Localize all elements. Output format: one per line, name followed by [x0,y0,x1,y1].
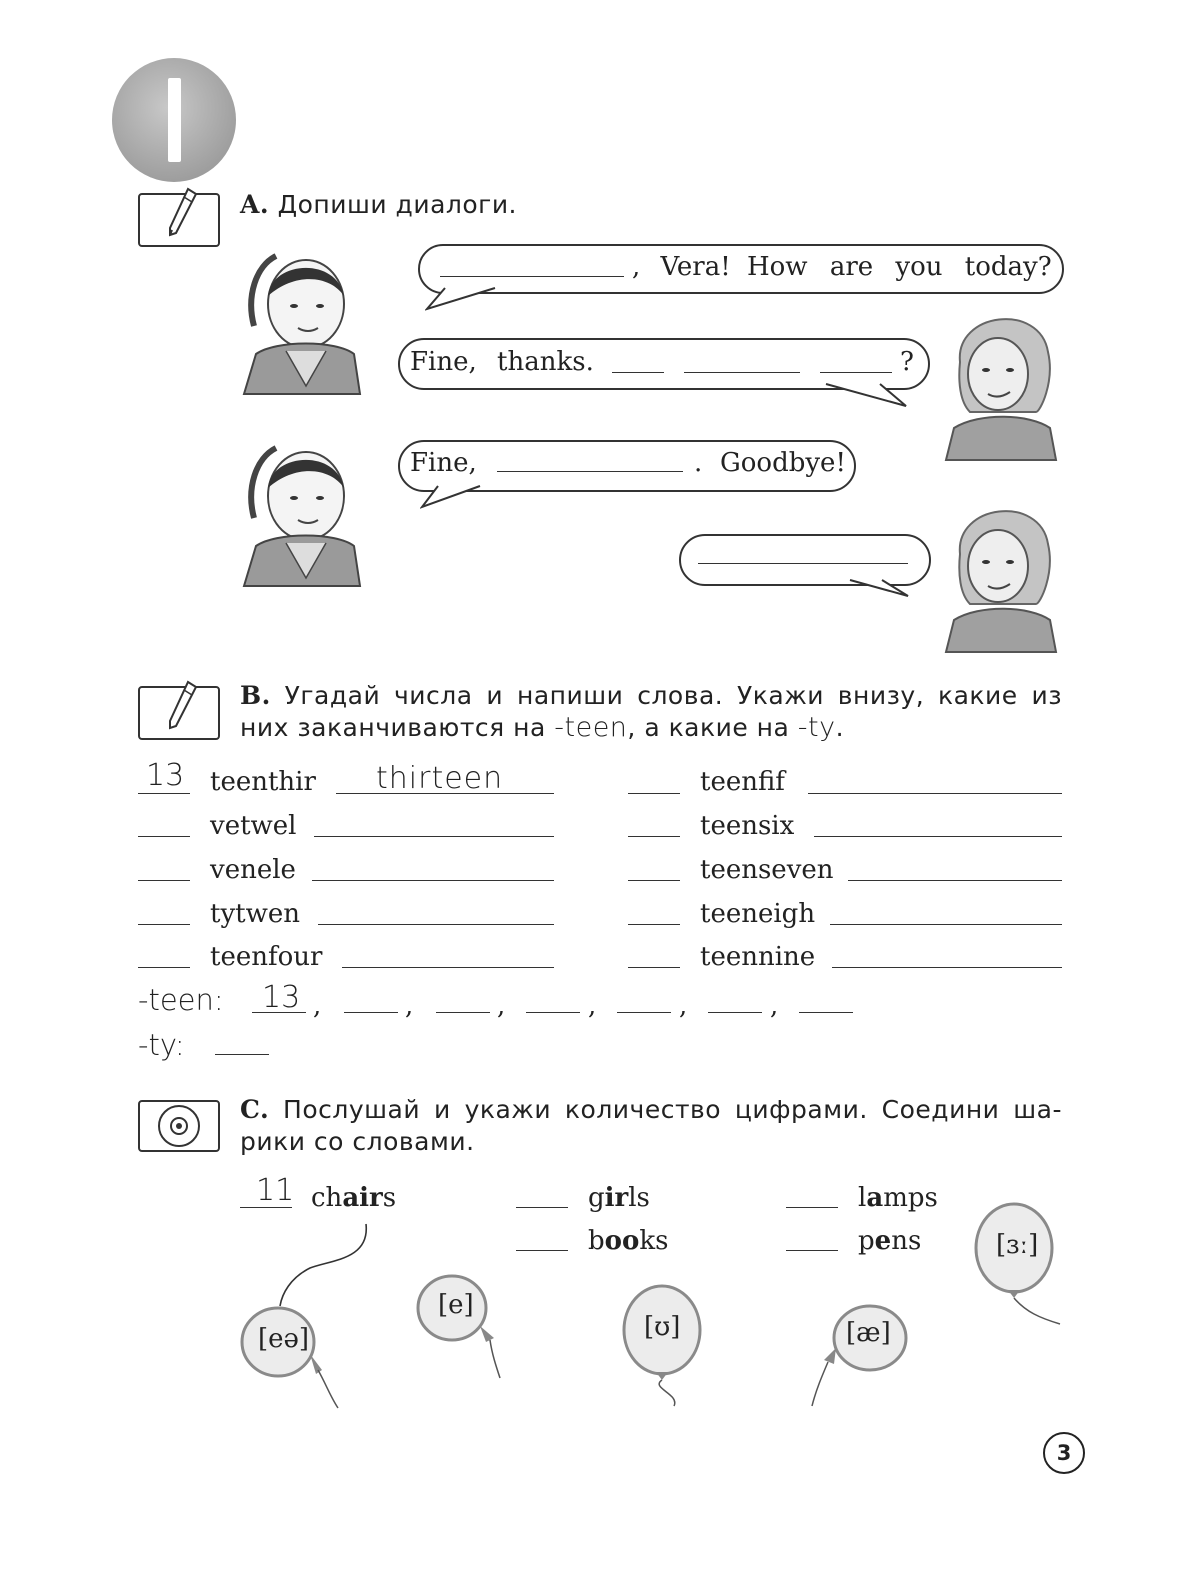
connector-line [270,1220,380,1310]
ty-blank[interactable] [215,1054,269,1055]
scrambled-word: teenfif [700,767,785,797]
balloon-label: [e] [438,1290,474,1320]
section-b-text: Угадай числа и напиши слова. Укажи внизу, какие из [284,681,1062,710]
teen-blank[interactable] [708,1012,762,1013]
number-blank[interactable] [628,924,680,925]
section-b-letter: B. [240,681,271,710]
word-girls: girls [588,1183,650,1213]
answer-blank[interactable] [342,967,554,968]
handwritten-number: 13 [262,980,301,1015]
balloon-label: [ʊ] [644,1312,681,1342]
balloon-ʊ[interactable] [620,1282,720,1408]
bubble-2-word: Fine, [410,347,477,377]
teen-label: -teen: [138,983,224,1017]
ty-suffix: -ty [797,712,836,743]
cd-icon [138,1100,220,1152]
section-c-text: Послушай и укажи количество цифрами. Соедини ша- [283,1095,1063,1124]
blank-line[interactable] [612,372,664,373]
answer-blank[interactable] [808,793,1062,794]
page-number: 3 [1056,1441,1072,1465]
balloon-æ[interactable] [808,1302,918,1410]
balloon-eə[interactable] [240,1304,350,1414]
balloon-label: [eə] [258,1324,310,1354]
scrambled-word: vetwel [210,811,297,841]
comma: , [405,991,414,1021]
pencil-icon [138,193,220,247]
teen-blank[interactable] [526,1012,580,1013]
section-c-instruction-line-2: рики со словами. [240,1127,475,1156]
answer-blank[interactable] [318,924,554,925]
boy-illustration [940,494,1062,654]
scrambled-word: tytwen [210,899,300,929]
answer-blank[interactable] [830,924,1062,925]
section-a-letter: A. [240,190,270,219]
number-blank[interactable] [628,967,680,968]
section-c-instruction-line-1 [240,1094,1062,1126]
bubble-2-word: thanks. [497,347,594,377]
section-c-letter: C. [240,1095,270,1124]
scrambled-word: teennine [700,942,816,972]
handwritten-answer: thirteen [376,761,504,796]
comma: , [770,991,779,1021]
section-b-instruction-line-2 [240,712,844,744]
scrambled-word: teenseven [700,855,834,885]
number-blank[interactable] [138,836,190,837]
number-blank[interactable] [138,967,190,968]
bubble-2-question-mark: ? [900,347,914,377]
scrambled-word: teensix [700,811,795,841]
answer-blank[interactable] [848,880,1062,881]
count-blank[interactable] [786,1250,838,1251]
section-a-text: Допиши диалоги. [277,190,518,219]
word-chairs: chairs [311,1183,397,1213]
count-blank[interactable] [786,1207,838,1208]
bubble-1-word: you [895,252,943,282]
bubble-1-word: are [829,252,874,282]
teen-blank[interactable] [344,1012,398,1013]
balloon-e[interactable] [414,1274,514,1384]
number-blank[interactable] [628,836,680,837]
number-blank[interactable] [138,880,190,881]
count-blank[interactable] [516,1207,568,1208]
number-blank[interactable] [138,793,190,794]
bubble-3-tail [420,483,500,509]
pencil-icon [138,686,220,740]
blank-line[interactable] [698,563,908,564]
comma: , [679,991,688,1021]
blank-line[interactable] [684,372,800,373]
unit-badge [112,58,236,182]
unit-badge-numeral [168,78,181,162]
balloon-label: [ɜː] [996,1230,1039,1260]
comma: , [313,991,322,1021]
teen-blank[interactable] [617,1012,671,1013]
section-a-instruction [240,189,517,221]
comma: , [497,991,506,1021]
section-b-instruction-line-1 [240,680,1062,712]
answer-blank[interactable] [312,880,554,881]
number-blank[interactable] [138,924,190,925]
number-blank[interactable] [628,880,680,881]
word-books: books [588,1226,669,1256]
bubble-4-tail [846,577,916,599]
balloon-label: [æ] [846,1318,891,1348]
bubble-1-text [632,252,1052,282]
bubble-1-word: today? [964,252,1052,282]
bubble-1-word: How [746,252,808,282]
scrambled-word: teeneigh [700,899,816,929]
bubble-1-comma: , [632,252,641,282]
boy-illustration [940,302,1062,462]
bubble-3-word: Goodbye! [720,448,846,478]
teen-blank[interactable] [436,1012,490,1013]
comma: , [588,991,597,1021]
section-b-text: , а какие на [627,713,790,742]
number-blank[interactable] [628,793,680,794]
handwritten-number: 13 [146,758,185,793]
section-b-text: . [835,713,845,742]
page-number-badge [1043,1432,1085,1474]
girl-illustration [236,428,366,588]
girl-illustration [236,236,366,396]
bubble-3-period: . [694,448,703,478]
bubble-2-text [410,347,594,377]
answer-blank[interactable] [314,836,554,837]
blank-line[interactable] [497,471,683,472]
handwritten-count: 11 [256,1173,295,1208]
teen-blank[interactable] [799,1012,853,1013]
count-blank[interactable] [516,1250,568,1251]
section-b-text: них заканчиваются на [240,713,546,742]
word-lamps: lamps [858,1183,938,1213]
scrambled-word: teenthir [210,767,316,797]
ty-label: -ty: [138,1028,185,1062]
balloon-ɜː[interactable] [970,1202,1062,1328]
word-pens: pens [858,1226,922,1256]
scrambled-word: teenfour [210,942,323,972]
answer-blank[interactable] [832,967,1062,968]
answer-blank[interactable] [814,836,1062,837]
scrambled-word: venele [210,855,296,885]
blank-line[interactable] [440,276,624,277]
teen-suffix: -teen [554,712,628,743]
bubble-2-tail [820,381,910,409]
bubble-3-word: Fine, [410,448,477,478]
blank-line[interactable] [820,372,892,373]
bubble-1-word: Vera! [660,252,731,282]
